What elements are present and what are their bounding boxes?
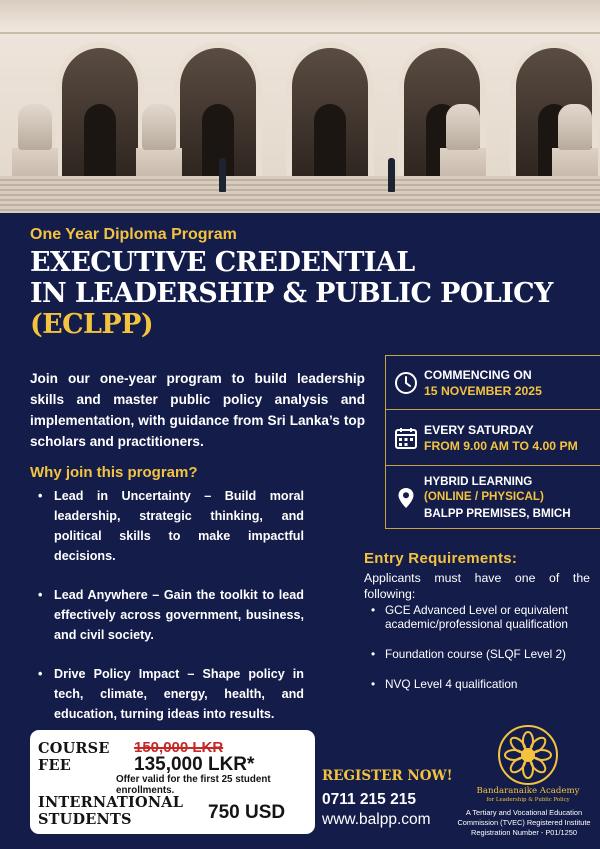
hero-statue	[142, 104, 176, 150]
calendar-icon	[394, 426, 418, 450]
benefit-item	[38, 664, 304, 724]
title-acronym: (ECLPP)	[30, 309, 154, 340]
benefit-item	[38, 486, 304, 566]
clock-icon	[394, 371, 418, 395]
hero-cornice	[0, 0, 600, 34]
requirement-text: Foundation course (SLQF Level 2)	[385, 647, 566, 661]
benefit-text: Lead Anywhere – Gain the toolkit to lead effectively across government, business, and civil society.	[54, 588, 304, 642]
website-link[interactable]: www.balpp.com	[322, 811, 431, 828]
bullet: •	[38, 667, 43, 681]
phone-number[interactable]: 0711 215 215	[322, 791, 416, 808]
hero-guard-figure	[388, 158, 395, 192]
hero-arch	[180, 48, 256, 176]
hero-arch	[62, 48, 138, 176]
benefit-text: Lead in Uncertainty – Build moral leadership, strategic thinking, and political skills to make impactful decisions.	[54, 489, 304, 563]
course-fee-label	[38, 740, 110, 774]
entry-requirements-heading: Entry Requirements:	[364, 550, 518, 567]
entry-requirements-list	[371, 603, 595, 707]
hero-statue	[558, 104, 592, 150]
intro-paragraph: Join our one-year program to build leadership skills and master public policy analysis and implementation, with guidance from Sri Lanka’s top scholars and practitioners.	[30, 371, 365, 449]
benefits-list	[38, 486, 304, 743]
international-fee-label-line: INTERNATIONAL	[38, 794, 184, 811]
bullet: •	[371, 647, 376, 661]
hero-statue	[18, 104, 52, 150]
hero-building-photo	[0, 0, 600, 213]
learning-format: (ONLINE / PHYSICAL)	[424, 489, 544, 503]
original-price: 150,000 LKR	[134, 739, 224, 756]
learning-mode: HYBRID LEARNING	[424, 475, 533, 488]
learning-mode-row	[386, 466, 600, 528]
session-time: FROM 9.00 AM TO 4.00 PM	[424, 439, 578, 453]
academy-lotus-logo	[496, 723, 560, 787]
session-day: EVERY SATURDAY	[424, 423, 534, 437]
bullet: •	[38, 588, 43, 602]
why-join-heading: Why join this program?	[30, 464, 198, 481]
course-fee-label-line: COURSE	[38, 740, 110, 757]
academy-name: Bandaranaike Academy	[476, 786, 580, 796]
requirement-text: GCE Advanced Level or equivalent academic/professional qualification	[385, 603, 568, 631]
discounted-price: 135,000 LKR*	[134, 754, 255, 775]
bullet: •	[371, 677, 376, 691]
entry-requirements-intro: Applicants must have one of the following:	[364, 571, 590, 601]
session-day-row	[386, 410, 600, 466]
hero-arch	[292, 48, 368, 176]
schedule-box	[385, 355, 600, 529]
session-day-text	[424, 422, 578, 454]
international-fee-label	[38, 794, 183, 828]
register-now-heading[interactable]: REGISTER NOW!	[322, 768, 453, 784]
benefit-text: Drive Policy Impact – Shape policy in tech, climate, energy, health, and education, turning ideas into results.	[54, 667, 304, 721]
hero-guard-figure	[219, 158, 226, 192]
accreditation-line: Commission (TVEC) Registered Institute	[457, 818, 591, 827]
page-title	[30, 247, 590, 340]
title-line: EXECUTIVE CREDENTIAL	[30, 247, 415, 278]
start-label: COMMENCING ON	[424, 368, 532, 382]
requirement-item	[371, 677, 595, 691]
venue: BALPP PREMISES, BMICH	[424, 507, 571, 520]
requirement-item	[371, 603, 595, 631]
bullet: •	[38, 489, 43, 503]
fee-card	[30, 730, 315, 834]
accreditation-line: Registration Number - P01/1250	[471, 828, 577, 837]
start-date-row	[386, 356, 600, 410]
program-type: One Year Diploma Program	[30, 226, 237, 243]
start-date-text	[424, 367, 542, 399]
title-line: IN LEADERSHIP & PUBLIC POLICY	[30, 278, 553, 309]
offer-note: Offer valid for the first 25 student enrollments.	[116, 774, 271, 796]
benefit-item	[38, 585, 304, 645]
accreditation-text	[448, 808, 600, 838]
academy-subtitle: for Leadership & Public Policy	[486, 797, 570, 803]
international-fee-label-line: STUDENTS	[38, 811, 132, 828]
start-date: 15 NOVEMBER 2025	[424, 384, 542, 398]
hero-steps	[0, 176, 600, 213]
location-pin-icon	[394, 486, 418, 510]
hero-statue	[446, 104, 480, 150]
accreditation-line: A Tertiary and Vocational Education	[465, 808, 583, 817]
bullet: •	[371, 603, 376, 617]
course-fee-label-line: FEE	[38, 757, 71, 774]
requirement-item	[371, 647, 595, 661]
requirement-text: NVQ Level 4 qualification	[385, 677, 518, 691]
international-price: 750 USD	[208, 802, 286, 823]
learning-mode-text	[424, 475, 571, 522]
